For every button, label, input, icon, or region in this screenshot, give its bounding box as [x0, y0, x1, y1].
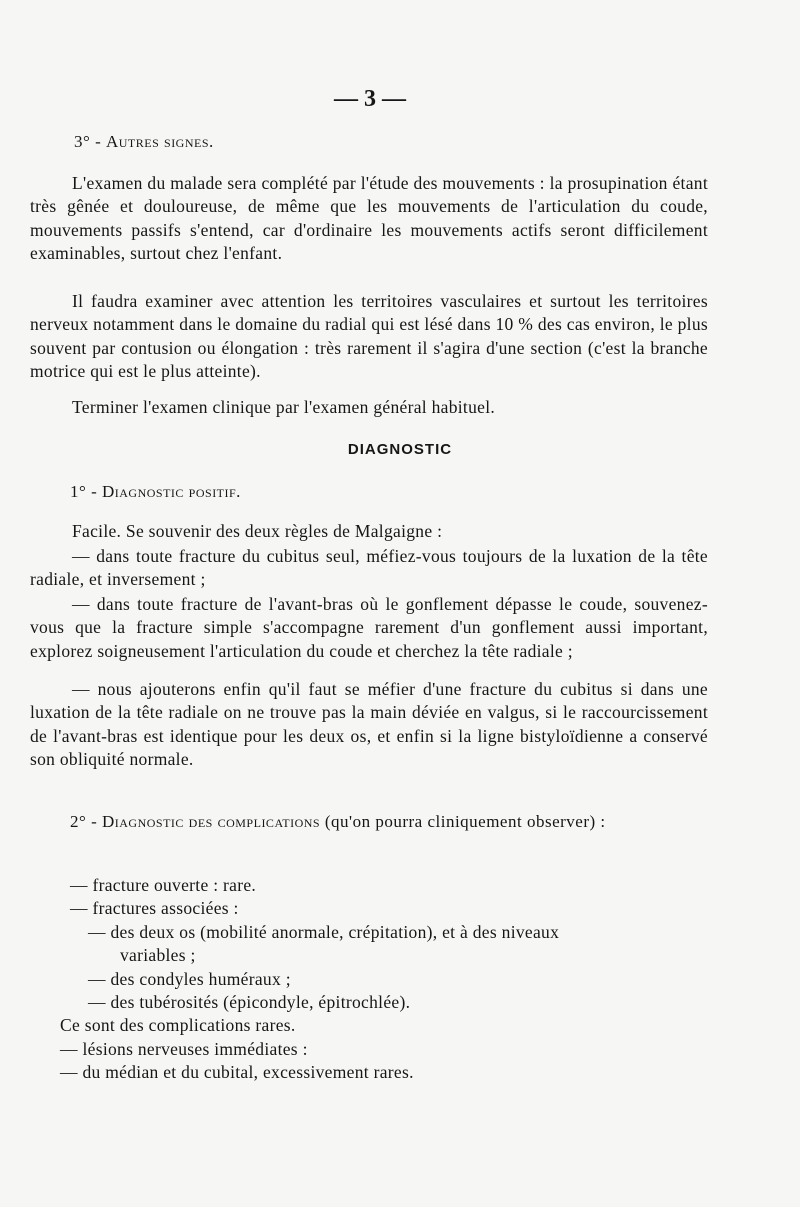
sub-dash: -	[91, 812, 98, 831]
paragraph-facile: Facile. Se souvenir des deux règles de Malgaigne :	[72, 521, 443, 541]
list-item: — fracture ouverte : rare.	[70, 875, 257, 895]
complications-list	[60, 874, 560, 1085]
list-item: — lésions nerveuses immédiates :	[60, 1038, 308, 1059]
sub-rest: (qu'on pourra cliniquement observer) :	[324, 812, 606, 831]
list-item: variables ;	[120, 945, 196, 966]
paragraph-mouvements: L'examen du malade sera complété par l'étude des mouvements : la prosupination étant très gênée et douloureuse, de même que les mouvements de l'articulation du coude, mouvements passifs s'entend, car d'ordinaire les mouvements actifs seront difficilement examinables, surtout chez l'enfant.	[30, 173, 708, 264]
section-title: Autres signes.	[105, 132, 214, 151]
section-heading-autres-signes	[74, 132, 214, 152]
list-item: — des condyles huméraux ;	[88, 968, 291, 989]
page-number: — 3 —	[334, 86, 406, 112]
paragraph-terminer: Terminer l'examen clinique par l'examen général habituel.	[72, 397, 496, 417]
rule-cubitus: — dans toute fracture du cubitus seul, méfiez-vous toujours de la luxation de la tête radiale, et inversement ;	[30, 546, 708, 590]
section-dash: -	[95, 132, 102, 151]
sub-title: Diagnostic des complications	[101, 812, 321, 831]
list-item: — du médian et du cubital, excessivement rares.	[60, 1062, 414, 1083]
list-item: — fractures associées :	[70, 898, 239, 919]
rule-valgus: — nous ajouterons enfin qu'il faut se méfier d'une fracture du cubitus si dans une luxation de la tête radiale on ne trouve pas la main déviée en valgus, si le raccourcissement de l'avant-bras est identique pour les deux os, et enfin si la ligne bistyloïdienne a conservé son obliquité normale.	[30, 679, 708, 770]
subheading-diagnostic-positif	[70, 482, 241, 502]
paragraph-territoires: Il faudra examiner avec attention les territoires vasculaires et surtout les territoires nerveux notamment dans le domaine du radial qui est lésé dans 10 % des cas environ, le plus souvent par contusion ou élongation : très rarement il s'agira d'une section (c'est la branche motrice qui est le plus atteinte).	[30, 291, 708, 382]
subheading-diagnostic-complications	[30, 810, 708, 833]
sub-number: 2°	[70, 812, 87, 831]
diagnostic-heading: DIAGNOSTIC	[347, 441, 453, 458]
list-item: — des tubérosités (épicondyle, épitrochlée).	[88, 992, 411, 1013]
sub-dash: -	[91, 482, 98, 501]
list-item: Ce sont des complications rares.	[60, 1015, 296, 1036]
section-number: 3°	[74, 132, 91, 151]
sub-number: 1°	[70, 482, 87, 501]
list-item: — des deux os (mobilité anormale, crépitation), et à des niveaux	[88, 921, 560, 942]
rule-gonflement: — dans toute fracture de l'avant-bras où le gonflement dépasse le coude, souvenez-vous que la fracture simple s'accompagne rarement d'un gonflement aussi important, explorez soigneusement l'articulation du coude et cherchez la tête radiale ;	[30, 594, 708, 661]
sub-title: Diagnostic positif.	[101, 482, 241, 501]
